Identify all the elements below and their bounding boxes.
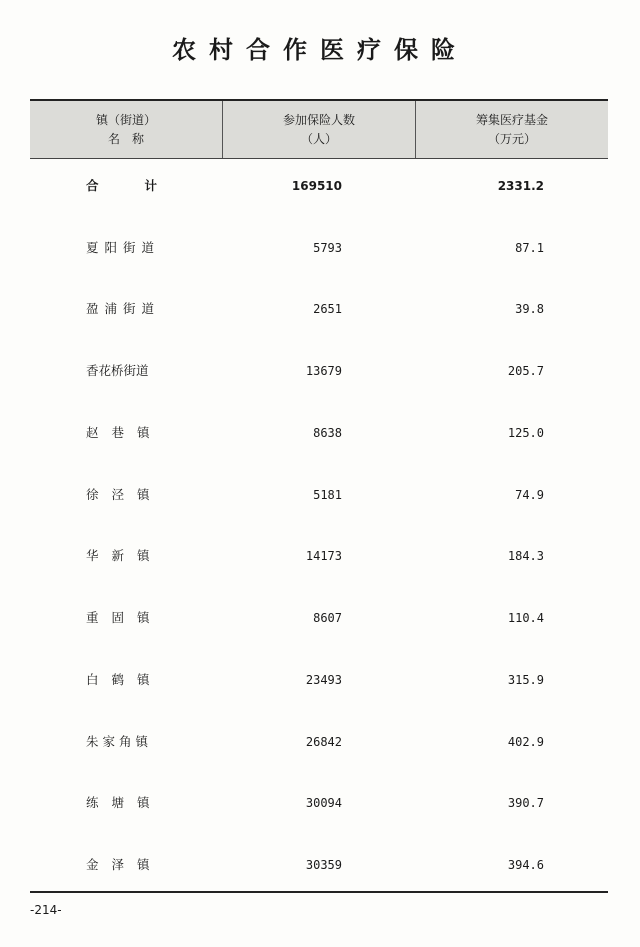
row-name: 练塘镇 bbox=[86, 795, 163, 810]
row-name: 朱家角镇 bbox=[86, 734, 153, 749]
header-fund-line2: （万元） bbox=[487, 131, 536, 146]
row-fund: 184.3 bbox=[507, 549, 544, 563]
row-people: 14173 bbox=[305, 549, 342, 563]
row-name: 金泽镇 bbox=[86, 857, 163, 872]
header-people-line2: （人） bbox=[300, 131, 337, 146]
row-name: 华新镇 bbox=[86, 548, 163, 563]
table-row-total bbox=[30, 175, 608, 197]
page-title: 农村合作医疗保险 bbox=[172, 35, 468, 64]
table-row bbox=[30, 298, 608, 320]
row-people: 8638 bbox=[313, 426, 342, 440]
table-row bbox=[30, 545, 608, 567]
row-fund: 390.7 bbox=[507, 796, 544, 810]
page-number: -214- bbox=[30, 903, 62, 917]
row-people: 30359 bbox=[305, 858, 342, 872]
header-fund-line1: 筹集医疗基金 bbox=[475, 112, 548, 127]
row-fund: 87.1 bbox=[515, 241, 544, 255]
row-fund: 205.7 bbox=[507, 364, 544, 378]
row-name: 赵巷镇 bbox=[86, 425, 163, 440]
row-name: 重固镇 bbox=[86, 610, 163, 625]
table-row bbox=[30, 854, 608, 876]
table-row bbox=[30, 484, 608, 506]
row-fund: 39.8 bbox=[515, 302, 544, 316]
table-row bbox=[30, 607, 608, 629]
table-row bbox=[30, 792, 608, 814]
row-fund: 110.4 bbox=[507, 611, 544, 625]
table-row bbox=[30, 669, 608, 691]
row-people: 30094 bbox=[305, 796, 342, 810]
row-people: 23493 bbox=[305, 673, 342, 687]
header-people-line1: 参加保险人数 bbox=[282, 112, 355, 127]
table-row bbox=[30, 422, 608, 444]
row-name: 合计 bbox=[86, 178, 204, 193]
row-name: 夏阳街道 bbox=[86, 240, 161, 255]
table-row bbox=[30, 731, 608, 753]
row-name: 徐泾镇 bbox=[86, 487, 163, 502]
row-fund: 315.9 bbox=[507, 673, 544, 687]
row-name: 盈浦街道 bbox=[86, 301, 161, 316]
row-fund: 125.0 bbox=[507, 426, 544, 440]
header-town-name bbox=[30, 101, 222, 158]
row-people: 169510 bbox=[291, 179, 342, 193]
row-people: 5181 bbox=[313, 488, 342, 502]
row-fund: 2331.2 bbox=[497, 179, 544, 193]
row-people: 13679 bbox=[305, 364, 342, 378]
table-header-rule bbox=[30, 158, 608, 159]
row-name: 香花桥街道 bbox=[86, 363, 149, 378]
row-fund: 402.9 bbox=[507, 735, 544, 749]
header-town-line1: 镇（街道） bbox=[95, 112, 156, 127]
table-bottom-rule bbox=[30, 891, 608, 893]
table-row bbox=[30, 360, 608, 382]
header-medical-fund bbox=[416, 101, 608, 158]
row-fund: 394.6 bbox=[507, 858, 544, 872]
row-people: 5793 bbox=[313, 241, 342, 255]
row-people: 8607 bbox=[313, 611, 342, 625]
row-people: 26842 bbox=[305, 735, 342, 749]
row-name: 白鹤镇 bbox=[86, 672, 163, 687]
table-row bbox=[30, 237, 608, 259]
header-insured-people bbox=[223, 101, 415, 158]
row-people: 2651 bbox=[313, 302, 342, 316]
row-fund: 74.9 bbox=[515, 488, 544, 502]
header-town-line2: 名 称 bbox=[107, 131, 144, 146]
